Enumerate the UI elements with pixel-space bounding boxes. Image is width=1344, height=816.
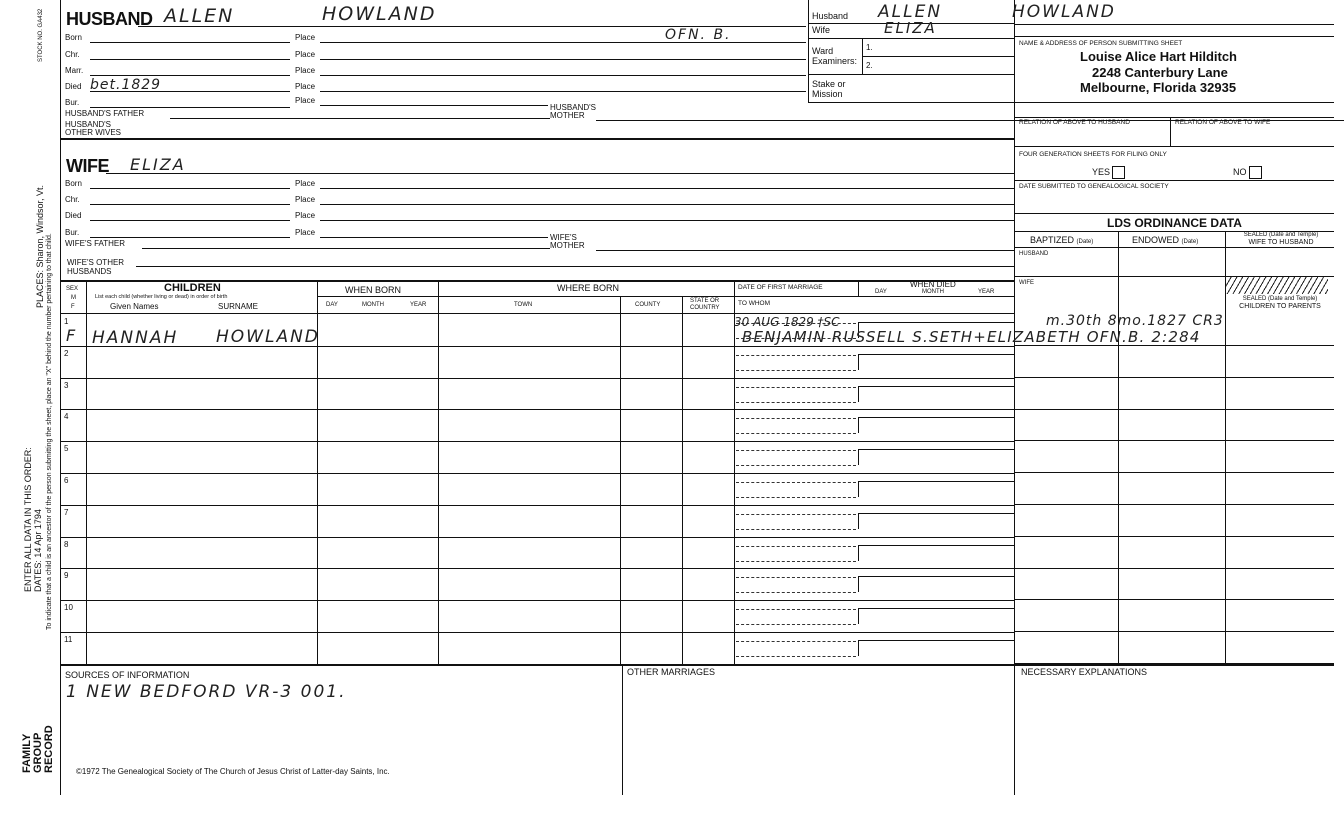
- row-line: [60, 473, 1014, 474]
- endowed-date-label: (Date): [1181, 239, 1199, 245]
- husband-died-label: Died: [65, 82, 82, 91]
- wife-bur-place-line[interactable]: [320, 237, 548, 238]
- sources-label: SOURCES OF INFORMATION: [65, 670, 190, 680]
- marriage-date-dash[interactable]: [736, 482, 856, 483]
- spouse-dash[interactable]: [736, 561, 856, 562]
- rp-line-6: [1014, 180, 1334, 181]
- explanations-label: NECESSARY EXPLANATIONS: [1021, 667, 1148, 677]
- spouse-dash[interactable]: [736, 624, 856, 625]
- rp-line-4: [1014, 117, 1334, 118]
- where-born-label: WHERE BORN: [557, 283, 620, 293]
- row-number: 9: [64, 571, 69, 580]
- died-tick: [858, 608, 859, 624]
- marriage-date-dash[interactable]: [736, 514, 856, 515]
- county-label: COUNTY: [635, 302, 661, 308]
- surname-label: SURNAME: [218, 302, 259, 311]
- wife-born-place-line[interactable]: [320, 188, 1014, 189]
- examiners-label: Examiners:: [812, 56, 858, 66]
- side-places: PLACES: Sharon, Windsor, Vt.: [35, 184, 45, 308]
- when-died-label: WHEN DIED: [910, 280, 956, 289]
- state-label-2: COUNTRY: [690, 305, 720, 311]
- stake-bottom: [808, 102, 1014, 103]
- ward-line-1[interactable]: [862, 56, 1014, 57]
- died-tick: [858, 354, 859, 370]
- wife-chr-line[interactable]: [90, 204, 290, 205]
- died-line[interactable]: [858, 481, 1014, 482]
- hatched-cell: [1226, 277, 1328, 294]
- ward-label: Ward: [812, 46, 834, 56]
- husbands-father-line[interactable]: [170, 118, 550, 119]
- stake-label-1: Stake or: [812, 79, 846, 89]
- row-line: [60, 537, 1014, 538]
- lds-row-line: [1014, 440, 1334, 441]
- lds-row-line: [1014, 631, 1334, 632]
- husbands-mother-label-2: MOTHER: [550, 111, 585, 120]
- spouse-dash[interactable]: [736, 433, 856, 434]
- bottom-section-top: [60, 664, 1334, 666]
- died-line[interactable]: [858, 608, 1014, 609]
- lds-husband-label: HUSBAND: [1019, 251, 1049, 257]
- baptized-date-label: (Date): [1076, 239, 1094, 245]
- stake-label-2: Mission: [812, 89, 843, 99]
- col-sex: [86, 280, 87, 664]
- died-year: YEAR: [978, 289, 995, 295]
- bottom-divider: [622, 664, 623, 795]
- wife-name-line: [106, 173, 1014, 174]
- wife-given[interactable]: ELIZA: [130, 155, 186, 174]
- row-number: 7: [64, 508, 69, 517]
- wife-label: WIFE: [66, 156, 109, 176]
- lds-endowed: [1132, 236, 1198, 245]
- wife-bur-label: Bur.: [65, 228, 80, 237]
- col-town: [620, 296, 621, 664]
- yes-option[interactable]: [1092, 166, 1125, 179]
- date-submitted-label: DATE SUBMITTED TO GENEALOGICAL SOCIETY: [1019, 183, 1169, 190]
- row-number: 1: [64, 317, 69, 326]
- ward-num-1: 1.: [866, 43, 873, 52]
- col-when-born: [438, 280, 439, 664]
- spouse-dash[interactable]: [736, 592, 856, 593]
- died-line[interactable]: [858, 545, 1014, 546]
- child-sealed[interactable]: m.30th 8mo.1827 CR3: [1046, 313, 1224, 329]
- died-tick: [858, 386, 859, 402]
- husband-marr-label: Marr.: [65, 66, 84, 75]
- husband-chr-place-label: Place: [295, 50, 316, 59]
- died-month: MONTH: [922, 289, 944, 295]
- side-indicate: To indicate that a child is an ancestor of the person submitting the sheet, place an "X" behind the number pertaining to that child.: [46, 233, 53, 630]
- header-divider: [808, 0, 809, 103]
- sealed-wife-label-1: SEALED (Date and Temple): [1243, 232, 1319, 238]
- wife-bur-line[interactable]: [90, 237, 290, 238]
- child-spouse[interactable]: BENJAMIN RUSSELL S.SETH+ELIZABETH OFN.B. 2:284: [742, 328, 1201, 346]
- lds-row-line: [1014, 409, 1334, 410]
- sex-m: M: [71, 295, 76, 301]
- husband-surname[interactable]: HOWLAND: [322, 3, 437, 25]
- spouse-dash[interactable]: [736, 402, 856, 403]
- husband-died-place-line[interactable]: [320, 91, 806, 92]
- hdr-husband-surname[interactable]: HOWLAND: [1012, 2, 1116, 22]
- state-label-1: STATE OR: [690, 298, 720, 304]
- spouse-dash[interactable]: [736, 497, 856, 498]
- marriage-date-dash[interactable]: [736, 450, 856, 451]
- lds-baptized: [1030, 236, 1093, 245]
- row-number: 11: [64, 635, 73, 644]
- wife-died-label: Died: [65, 211, 82, 220]
- row-number: 4: [64, 412, 69, 421]
- spouse-dash[interactable]: [736, 370, 856, 371]
- given-names-label: Given Names: [110, 302, 159, 311]
- died-line[interactable]: [858, 513, 1014, 514]
- lds-row-line: [1014, 599, 1334, 600]
- husband-bur-place-line[interactable]: [320, 105, 548, 106]
- husband-marr-line[interactable]: [90, 75, 290, 76]
- col-state: [734, 280, 735, 664]
- lds-row-line: [1014, 536, 1334, 537]
- sealed-wife-label-2: WIFE TO HUSBAND: [1248, 239, 1314, 246]
- marriage-date-dash[interactable]: [736, 387, 856, 388]
- husband-marr-place-line[interactable]: [320, 75, 806, 76]
- sealed-children-label-2: CHILDREN TO PARENTS: [1239, 303, 1321, 310]
- born-day: DAY: [326, 302, 338, 308]
- row-line: [60, 409, 1014, 410]
- husband-born-place-label: Place: [295, 33, 316, 42]
- row-line: [60, 346, 1014, 347]
- lds-wife-label: WIFE: [1019, 280, 1034, 286]
- died-tick: [858, 513, 859, 529]
- husband-chr-line[interactable]: [90, 59, 290, 60]
- side-enter: ENTER ALL DATA IN THIS ORDER:: [23, 447, 33, 592]
- born-month: MONTH: [362, 302, 384, 308]
- died-tick: [858, 417, 859, 433]
- lds-title: LDS ORDINANCE DATA: [1107, 216, 1242, 230]
- marriage-date-dash[interactable]: [736, 546, 856, 547]
- hdr-husband-given[interactable]: ALLEN: [878, 2, 943, 22]
- wife-chr-place-line[interactable]: [320, 204, 1014, 205]
- sealed-children-label-1: SEALED (Date and Temple): [1242, 296, 1318, 302]
- husband-label: HUSBAND: [66, 9, 153, 29]
- died-tick: [858, 481, 859, 497]
- wifes-mother-line[interactable]: [596, 250, 1014, 251]
- husband-place-note[interactable]: OFN. B.: [665, 27, 732, 43]
- child-marriage-date[interactable]: 30 AUG 1829 †SC: [734, 315, 840, 329]
- no-checkbox[interactable]: [1249, 166, 1262, 179]
- rp-line-7: [1014, 213, 1334, 214]
- row-line: [60, 378, 1014, 379]
- died-line[interactable]: [858, 386, 1014, 387]
- source-1[interactable]: 1 NEW BEDFORD VR-3 001.: [66, 682, 347, 702]
- children-note: List each child (whether living or dead) in order of birth: [95, 294, 228, 300]
- husband-given[interactable]: ALLEN: [164, 5, 235, 27]
- died-tick: [858, 640, 859, 656]
- spouse-dash[interactable]: [736, 656, 856, 657]
- children-label: CHILDREN: [164, 282, 221, 294]
- rp-line-5: [1014, 146, 1334, 147]
- wife-chr-place-label: Place: [295, 195, 316, 204]
- to-whom-label: TO WHOM: [738, 300, 771, 307]
- sex-label: SEX: [66, 286, 79, 292]
- marriage-date-dash[interactable]: [736, 609, 856, 610]
- sex-f: F: [71, 304, 75, 310]
- child-given[interactable]: HANNAH: [92, 328, 179, 348]
- when-born-line: [318, 296, 438, 297]
- row-number: 2: [64, 349, 69, 358]
- four-gen-label: FOUR GENERATION SHEETS FOR FILING ONLY: [1019, 151, 1167, 158]
- wifes-other-husbands-1: WIFE'S OTHER: [67, 258, 125, 267]
- husband-died-place-label: Place: [295, 82, 316, 91]
- stock-number: STOCK NO. GA432: [38, 8, 44, 62]
- row-line: [60, 505, 1014, 506]
- copyright: ©1972 The Genealogical Society of The Church of Jesus Christ of Latter-day Saints, Inc.: [76, 767, 390, 776]
- husband-born-place-line[interactable]: [320, 42, 806, 43]
- born-year: YEAR: [410, 302, 427, 308]
- lds-row-line: [1014, 568, 1334, 569]
- when-born-label: WHEN BORN: [345, 285, 401, 295]
- died-header-line: [734, 296, 1014, 297]
- hdr-wife-label: Wife: [812, 25, 830, 35]
- wife-died-place-label: Place: [295, 211, 316, 220]
- submitter-city: Melbourne, Florida 32935: [1080, 80, 1237, 95]
- husband-section-bottom: [60, 138, 1014, 140]
- left-border: [60, 0, 61, 795]
- child-surname[interactable]: HOWLAND: [216, 327, 320, 347]
- child-sex[interactable]: F: [66, 326, 78, 345]
- husband-chr-label: Chr.: [65, 50, 80, 59]
- husband-bur-line[interactable]: [90, 107, 290, 108]
- died-line[interactable]: [858, 576, 1014, 577]
- wifes-other-husbands-2: HUSBANDS: [67, 267, 112, 276]
- spouse-dash[interactable]: [736, 529, 856, 530]
- wifes-mother-label-2: MOTHER: [550, 241, 585, 250]
- died-line[interactable]: [858, 449, 1014, 450]
- rp-line-1: [1014, 24, 1334, 25]
- hdr-wife-line: [808, 38, 1014, 39]
- wife-died-line[interactable]: [90, 220, 290, 221]
- submitter-name: Louise Alice Hart Hilditch: [1080, 49, 1237, 64]
- no-label: NO: [1233, 166, 1247, 177]
- col-county: [682, 296, 683, 664]
- lds-row-line: [1014, 472, 1334, 473]
- wifes-father-label: WIFE'S FATHER: [65, 239, 126, 248]
- wife-born-label: Born: [65, 179, 82, 188]
- husbands-father-label: HUSBAND'S FATHER: [65, 109, 145, 118]
- row-number: 6: [64, 476, 69, 485]
- wifes-father-line[interactable]: [142, 248, 550, 249]
- side-record-title: FAMILY GROUP RECORD: [21, 725, 55, 773]
- died-line[interactable]: [858, 354, 1014, 355]
- relation-husband-label: RELATION OF ABOVE TO HUSBAND: [1019, 119, 1130, 126]
- spouse-dash[interactable]: [736, 465, 856, 466]
- died-line[interactable]: [858, 640, 1014, 641]
- children-header-bottom: [60, 313, 1014, 314]
- wife-died-place-line[interactable]: [320, 220, 1014, 221]
- row-line: [60, 568, 1014, 569]
- wifes-mother-label-1: WIFE'S: [550, 233, 577, 242]
- ward-bottom: [808, 74, 1014, 75]
- husbands-mother-label-1: HUSBAND'S: [550, 103, 596, 112]
- lds-row-line: [1014, 377, 1334, 378]
- endowed-label: ENDOWED: [1132, 235, 1179, 245]
- row-line: [60, 600, 1014, 601]
- yes-checkbox[interactable]: [1112, 166, 1125, 179]
- husband-marr-place-label: Place: [295, 66, 316, 75]
- husband-chr-place-line[interactable]: [320, 59, 806, 60]
- row-number: 3: [64, 381, 69, 390]
- hdr-husband-label: Husband: [812, 11, 849, 21]
- row-line: [60, 441, 1014, 442]
- rp-line-2: [1014, 36, 1334, 37]
- submitter-label: NAME & ADDRESS OF PERSON SUBMITTING SHEET: [1019, 40, 1183, 47]
- where-born-line: [438, 296, 734, 297]
- died-line[interactable]: [858, 417, 1014, 418]
- side-dates: DATES: 14 Apr 1794: [33, 509, 43, 592]
- lds-row-line: [1014, 504, 1334, 505]
- marriage-date-dash[interactable]: [736, 418, 856, 419]
- husband-died-value[interactable]: bet.1829: [90, 77, 162, 93]
- died-line[interactable]: [858, 322, 1014, 323]
- wife-chr-label: Chr.: [65, 195, 80, 204]
- died-day: DAY: [875, 289, 887, 295]
- submitter-street: 2248 Canterbury Lane: [1092, 65, 1228, 80]
- husband-born-line[interactable]: [90, 42, 290, 43]
- other-marriages-label: OTHER MARRIAGES: [627, 667, 716, 677]
- row-line: [60, 632, 1014, 633]
- hdr-wife-given[interactable]: ELIZA: [884, 19, 937, 37]
- baptized-label: BAPTIZED: [1030, 235, 1075, 245]
- rp-line-3: [1014, 102, 1334, 103]
- ward-num-2: 2.: [866, 61, 873, 70]
- marriage-date-dash[interactable]: [736, 355, 856, 356]
- husband-bur-label: Bur.: [65, 98, 80, 107]
- husband-born-label: Born: [65, 33, 82, 42]
- col-died-header: [858, 280, 859, 296]
- wife-born-line[interactable]: [90, 188, 290, 189]
- wife-born-place-label: Place: [295, 179, 316, 188]
- marriage-date-dash[interactable]: [736, 577, 856, 578]
- husbands-other-wives-2: OTHER WIVES: [65, 128, 122, 137]
- wifes-other-husbands-line[interactable]: [136, 266, 1014, 267]
- died-tick: [858, 449, 859, 465]
- husbands-other-wives-1: HUSBAND'S: [65, 120, 111, 129]
- lds-header-line: [1014, 247, 1334, 248]
- marriage-date-dash[interactable]: [736, 641, 856, 642]
- no-option[interactable]: [1233, 166, 1262, 179]
- husband-bur-place-label: Place: [295, 96, 316, 105]
- row-number: 10: [64, 603, 73, 612]
- relation-wife-label: RELATION OF ABOVE TO WIFE: [1175, 119, 1271, 126]
- first-marriage-label: DATE OF FIRST MARRIAGE: [738, 284, 823, 291]
- town-label: TOWN: [514, 302, 533, 308]
- relation-divider: [1170, 117, 1171, 146]
- row-number: 5: [64, 444, 69, 453]
- died-tick: [858, 545, 859, 561]
- yes-label: YES: [1092, 166, 1111, 177]
- wife-bur-place-label: Place: [295, 228, 316, 237]
- row-number: 8: [64, 540, 69, 549]
- died-tick: [858, 576, 859, 592]
